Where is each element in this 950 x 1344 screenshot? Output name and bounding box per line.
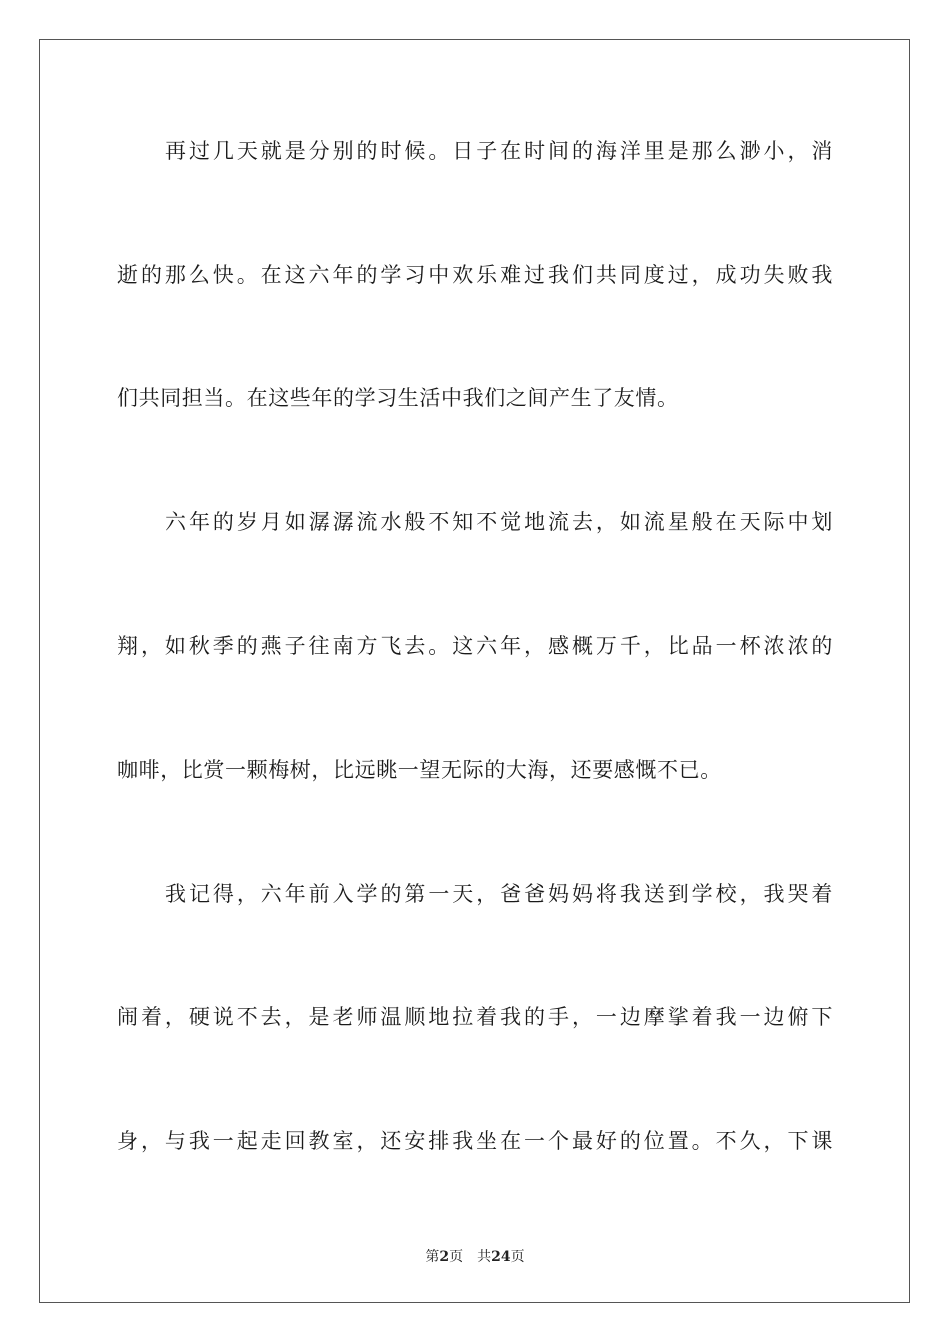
paragraph-3-line-3: 身，与我一起走回教室，还安排我坐在一个最好的位置。不久，下课 bbox=[117, 1129, 833, 1153]
paragraph-2-line-1: 六年的岁月如潺潺流水般不知不觉地流去，如流星般在天际中划 bbox=[165, 510, 833, 534]
paragraph-2-line-3: 咖啡，比赏一颗梅树，比远眺一望无际的大海，还要感慨不已。 bbox=[117, 758, 722, 782]
total-pages-label: 共24页 bbox=[477, 1249, 525, 1265]
page-footer bbox=[0, 1248, 950, 1266]
paragraph-2-line-2: 翔，如秋季的燕子往南方飞去。这六年，感概万千，比品一杯浓浓的 bbox=[117, 634, 833, 658]
page-label: 第2页 bbox=[425, 1249, 464, 1265]
paragraph-3-line-2: 闹着，硬说不去，是老师温顺地拉着我的手，一边摩挲着我一边俯下 bbox=[117, 1005, 833, 1029]
paragraph-1-line-3: 们共同担当。在这些年的学习生活中我们之间产生了友情。 bbox=[117, 386, 679, 410]
page-number: 2 bbox=[439, 1249, 450, 1265]
total-pages-number: 24 bbox=[491, 1249, 511, 1265]
paragraph-1-line-2: 逝的那么快。在这六年的学习中欢乐难过我们共同度过，成功失败我 bbox=[117, 263, 833, 287]
page-border bbox=[39, 39, 910, 1303]
paragraph-1-line-1: 再过几天就是分别的时候。日子在时间的海洋里是那么渺小，消 bbox=[165, 139, 833, 163]
paragraph-3-line-1: 我记得，六年前入学的第一天，爸爸妈妈将我送到学校，我哭着 bbox=[165, 882, 833, 906]
